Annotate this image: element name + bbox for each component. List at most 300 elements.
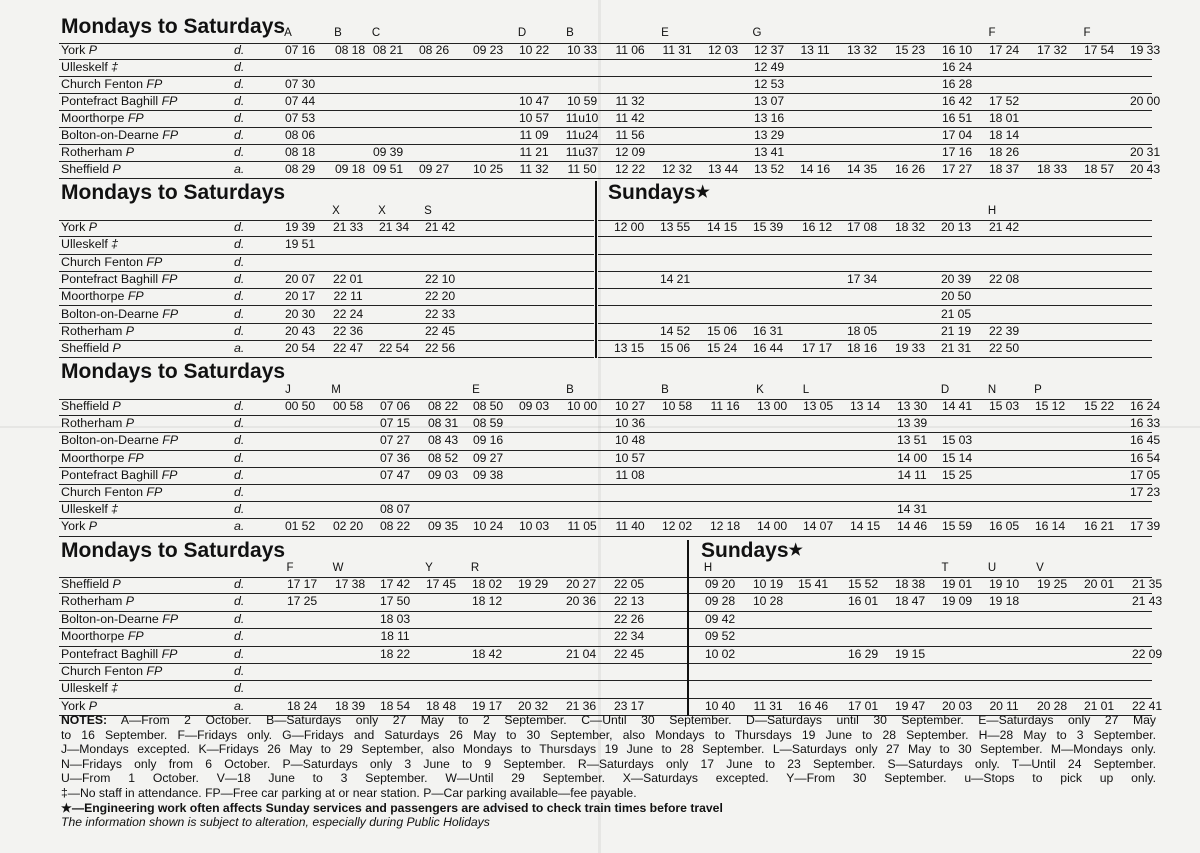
train-time: 14 15 (707, 220, 737, 234)
train-time: 17 24 (989, 43, 1019, 57)
arrive-depart-marker: d. (234, 289, 245, 304)
section-heading-text: Mondays to Saturdays (61, 360, 286, 383)
station-name-text: Pontefract Baghill (61, 94, 159, 108)
train-time: 00 50 (285, 399, 315, 413)
station-row (59, 681, 691, 698)
notes-line-1: NOTES: A—From 2 October. B—Saturdays only 27 May to 2 September. C—Until 30 September. D—Saturdays until 30 September. E—Saturdays only 27 May (61, 713, 1156, 727)
train-time: 18 37 (989, 162, 1019, 176)
train-time: 22 45 (425, 323, 455, 338)
train-time: 13 52 (754, 162, 784, 176)
station-parking-symbol: FP (162, 611, 179, 626)
train-time: 14 11 (897, 467, 927, 482)
train-time: 18 01 (989, 111, 1019, 125)
train-time: 18 47 (895, 594, 925, 609)
train-time: 15 03 (942, 433, 972, 448)
footnote-letter: U (987, 562, 997, 574)
station-row (59, 664, 691, 681)
train-time: 19 17 (472, 698, 502, 713)
footnote-letter: X (378, 205, 386, 217)
train-time: 11 50 (567, 162, 597, 176)
train-time: 17 54 (1084, 43, 1114, 57)
notes-label: NOTES: (61, 713, 108, 727)
train-time: 13 39 (897, 416, 927, 431)
train-time: 19 51 (285, 237, 315, 252)
arrive-depart-marker: d. (234, 664, 245, 678)
train-time: 22 56 (425, 341, 455, 356)
train-time: 16 21 (1084, 519, 1114, 534)
train-time: 11 08 (615, 467, 645, 482)
train-time: 13 11 (800, 43, 830, 57)
train-time: 13 16 (754, 111, 784, 125)
train-time: 16 54 (1130, 450, 1160, 465)
train-time: 13 29 (754, 128, 784, 142)
station-name-text: Rotherham (61, 416, 123, 431)
train-time: 14 41 (942, 399, 972, 413)
train-time: 16 05 (989, 519, 1019, 534)
station-parking-symbol: FP (146, 77, 163, 91)
station-name-text: Ulleskelf (61, 60, 108, 74)
arrive-depart-marker: d. (234, 611, 245, 626)
station-name-text: Moorthorpe (61, 450, 125, 465)
train-time: 20 50 (941, 289, 971, 304)
station-name-text: Sheffield (61, 162, 109, 176)
footnote-letter: P (1034, 384, 1042, 396)
footnote-letter: C (371, 27, 381, 39)
train-time: 21 42 (425, 220, 455, 234)
station-parking-symbol: ‡ (111, 60, 119, 74)
section-heading-text: Mondays to Saturdays (61, 539, 286, 562)
station-row (59, 111, 1152, 128)
station-row (690, 612, 1152, 629)
train-time: 13 15 (614, 341, 644, 356)
train-time: 17 17 (287, 577, 317, 591)
train-time: 07 30 (285, 77, 315, 91)
train-time: 22 47 (333, 341, 363, 356)
station-parking-symbol: FP (127, 629, 144, 644)
station-parking-symbol: P (125, 323, 135, 338)
station-row (690, 577, 1162, 594)
footnote-letter: K (756, 384, 764, 396)
station-name (61, 93, 177, 110)
station-name (61, 593, 134, 610)
train-time: 17 23 (1130, 485, 1160, 499)
train-time: 21 33 (333, 220, 363, 234)
train-time: 17 25 (287, 594, 317, 609)
train-time: 15 14 (942, 450, 972, 465)
train-time: 11 32 (615, 94, 645, 108)
notes-line-2: to 16 September. F—Fridays only. G—Fridays and Saturdays 26 May to 30 September, also Mondays to Thursdays 19 June to 28 September. H—28 May to 3 September. (61, 727, 1156, 742)
station-row (59, 399, 1160, 416)
train-time: 16 28 (942, 77, 972, 91)
train-time: 18 26 (989, 145, 1019, 159)
train-time: 13 00 (757, 399, 787, 413)
footnote-letter: E (472, 384, 480, 396)
train-time: 11 56 (615, 128, 645, 142)
train-time: 15 59 (942, 519, 972, 534)
footnote-letter: A (284, 27, 292, 39)
train-time: 09 39 (373, 145, 403, 159)
train-time: 20 43 (1130, 162, 1160, 176)
station-name-text: Church Fenton (61, 485, 143, 499)
train-time: 19 15 (895, 646, 925, 661)
station-row (59, 162, 1160, 179)
sunday-star-icon: ★ (788, 542, 803, 559)
train-time: 20 17 (285, 289, 315, 304)
station-row (59, 237, 594, 254)
footnote-letter: D (517, 27, 527, 39)
train-time: 16 01 (848, 594, 878, 609)
station-row (59, 416, 1160, 433)
station-name-text: Rotherham (61, 145, 123, 159)
train-time: 10 57 (519, 111, 549, 125)
train-time: 19 25 (1037, 577, 1067, 591)
station-name (61, 398, 121, 415)
train-time: 12 03 (708, 43, 738, 57)
station-name (61, 127, 178, 144)
station-name-text: Church Fenton (61, 664, 143, 678)
notes-line-6: ‡—No staff in attendance. FP—Free car parking at or near station. P—Car parking available—fee payable. (61, 785, 637, 800)
station-row (598, 324, 1152, 341)
train-time: 10 22 (519, 43, 549, 57)
station-row (690, 646, 1162, 664)
arrive-depart-marker: d. (234, 433, 245, 448)
train-time: 16 51 (942, 111, 972, 125)
station-row (59, 450, 1160, 468)
arrive-depart-marker: d. (234, 94, 245, 108)
footnote-letter: L (802, 384, 810, 396)
footnote-letter: G (752, 27, 762, 39)
notes (61, 713, 1156, 830)
arrive-depart-marker: a. (234, 162, 245, 176)
arrive-depart-marker: d. (234, 646, 245, 661)
footnote-letter: M (331, 384, 341, 396)
station-parking-symbol: P (88, 220, 98, 234)
train-time: 16 26 (895, 162, 925, 176)
section-heading (61, 15, 285, 39)
train-time: 13 14 (850, 399, 880, 413)
station-parking-symbol: FP (146, 254, 163, 269)
station-name-text: Church Fenton (61, 254, 143, 269)
station-row (598, 237, 1152, 254)
train-time: 13 51 (897, 433, 927, 448)
station-row (59, 612, 691, 629)
train-time: 09 27 (419, 162, 449, 176)
station-name (61, 161, 121, 178)
train-time: 16 29 (848, 646, 878, 661)
train-time: 12 18 (710, 519, 740, 534)
train-time: 22 09 (1132, 646, 1162, 661)
train-time: 14 46 (897, 519, 927, 534)
footnote-letter: B (566, 27, 574, 39)
train-time: 14 16 (800, 162, 830, 176)
arrive-depart-marker: d. (234, 60, 245, 74)
train-time: 13 05 (803, 399, 833, 413)
station-parking-symbol: P (88, 519, 98, 534)
train-time: 15 52 (848, 577, 878, 591)
train-time: 10 59 (567, 94, 597, 108)
section-heading-text: Sundays (701, 539, 789, 562)
station-name-text: Ulleskelf (61, 681, 108, 696)
station-row (59, 43, 1160, 60)
train-time: 08 22 (380, 519, 410, 534)
train-time: 08 43 (428, 433, 458, 448)
row-rule (59, 178, 1152, 179)
train-time: 15 12 (1035, 399, 1065, 413)
arrive-depart-marker: d. (234, 450, 245, 465)
train-time: 14 07 (803, 519, 833, 534)
arrive-depart-marker: d. (234, 43, 245, 57)
train-time: 17 27 (942, 162, 972, 176)
train-time: 18 33 (1037, 162, 1067, 176)
station-row (59, 519, 1160, 536)
station-row (690, 664, 1152, 681)
train-time: 22 50 (989, 341, 1019, 356)
train-time: 08 50 (473, 399, 503, 413)
train-time: 17 04 (942, 128, 972, 142)
train-time: 17 32 (1037, 43, 1067, 57)
train-time: 09 03 (428, 467, 458, 482)
station-row (59, 433, 1160, 450)
train-time: 16 24 (1130, 399, 1160, 413)
train-time: 19 33 (1130, 43, 1160, 57)
section-heading-text: Mondays to Saturdays (61, 181, 286, 204)
station-parking-symbol: ‡ (111, 237, 119, 252)
footnote-letter: H (703, 562, 713, 574)
train-time: 13 07 (754, 94, 784, 108)
alteration-notice: The information shown is subject to alteration, especially during Public Holidays (61, 815, 490, 830)
footnote-letter: D (940, 384, 950, 396)
train-time: 18 12 (472, 594, 502, 609)
station-parking-symbol: P (112, 577, 121, 591)
train-time: 07 15 (380, 416, 410, 431)
train-time: 15 25 (942, 467, 972, 482)
train-time: 20 32 (518, 698, 548, 713)
train-time: 11 32 (519, 162, 549, 176)
station-parking-symbol: FP (162, 306, 179, 321)
footnote-letter: F (1083, 27, 1091, 39)
train-time: 17 08 (847, 220, 877, 234)
station-row (59, 272, 594, 289)
footnote-letter: R (470, 562, 480, 574)
station-name-text: York (61, 220, 86, 234)
train-time: 11 16 (710, 399, 740, 413)
train-time: 08 21 (373, 43, 403, 57)
train-time: 18 11 (380, 629, 410, 644)
train-time: 18 14 (989, 128, 1019, 142)
train-time: 20 00 (1130, 94, 1160, 108)
section-heading (61, 539, 285, 563)
footnote-letter: B (661, 384, 669, 396)
train-time: 22 26 (614, 611, 644, 626)
train-time: 20 43 (285, 323, 315, 338)
station-parking-symbol: ‡ (111, 681, 119, 696)
station-name (61, 110, 144, 127)
train-time: 15 03 (989, 399, 1019, 413)
train-time: 01 52 (285, 519, 315, 534)
train-time: 19 39 (285, 220, 315, 234)
station-row (59, 145, 1160, 162)
notes-line-3: J—Mondays excepted. K—Fridays 26 May to 29 September, also Mondays to Thursdays 19 June to 28 September. L—Saturdays only 27 May to 30 September. M—Mondays only. (61, 742, 1156, 757)
arrive-depart-marker: d. (234, 145, 245, 159)
train-time: 14 00 (757, 519, 787, 534)
arrive-depart-marker: d. (234, 467, 245, 482)
train-time: 07 36 (380, 450, 410, 465)
station-parking-symbol: ‡ (111, 502, 119, 517)
station-name-text: Moorthorpe (61, 289, 125, 304)
train-time: 16 12 (802, 220, 832, 234)
station-row (59, 289, 594, 306)
train-time: 16 42 (942, 94, 972, 108)
train-time: 15 06 (660, 341, 690, 356)
train-time: 20 11 (989, 698, 1019, 713)
arrive-depart-marker: d. (234, 485, 245, 499)
train-time: 17 01 (848, 698, 878, 713)
train-time: 19 29 (518, 577, 548, 591)
train-time: 18 05 (847, 323, 877, 338)
train-time: 19 01 (942, 577, 972, 591)
arrive-depart-marker: d. (234, 77, 245, 91)
station-row (59, 128, 1152, 145)
train-time: 08 18 (285, 145, 315, 159)
train-time: 02 20 (333, 519, 363, 534)
train-time: 22 33 (425, 306, 455, 321)
train-time: 19 33 (895, 341, 925, 356)
station-row (59, 77, 1152, 94)
train-time: 20 31 (1130, 145, 1160, 159)
arrive-depart-marker: d. (234, 254, 245, 269)
train-time: 16 44 (753, 341, 783, 356)
station-row (598, 272, 1152, 289)
footnote-letter: N (987, 384, 997, 396)
notes-line-5: U—From 1 October. V—18 June to 3 September. W—Until 29 September. X—Saturdays excepted. Y—From 30 September. u—Stops to pick up only. (61, 771, 1156, 786)
train-time: 13 44 (708, 162, 738, 176)
station-parking-symbol: FP (146, 664, 163, 678)
train-time: 09 52 (705, 629, 735, 644)
train-time: 18 38 (895, 577, 925, 591)
train-time: 09 51 (373, 162, 403, 176)
train-time: 13 32 (847, 43, 877, 57)
train-time: 11 31 (662, 43, 692, 57)
train-time: 08 18 (335, 43, 365, 57)
train-time: 20 01 (1084, 577, 1114, 591)
train-time: 21 34 (379, 220, 409, 234)
train-time: 18 57 (1084, 162, 1114, 176)
train-time: 07 47 (380, 467, 410, 482)
train-time: 19 09 (942, 594, 972, 609)
station-parking-symbol: P (125, 594, 135, 609)
train-time: 22 45 (614, 646, 644, 661)
train-time: 20 36 (566, 594, 596, 609)
station-name (61, 42, 97, 59)
train-time: 09 23 (473, 43, 503, 57)
station-name-text: Moorthorpe (61, 111, 125, 125)
train-time: 18 16 (847, 341, 877, 356)
station-name (61, 219, 97, 236)
train-time: 22 54 (379, 341, 409, 356)
train-time: 22 13 (614, 594, 644, 609)
train-time: 21 04 (566, 646, 596, 661)
section-heading-text: Sundays (608, 181, 696, 204)
station-parking-symbol: FP (162, 433, 179, 448)
footnote-letter: E (661, 27, 669, 39)
station-name (61, 576, 121, 593)
station-name (61, 484, 162, 501)
station-name (61, 501, 118, 518)
section-heading (61, 360, 285, 384)
footnote-letter: S (424, 205, 432, 217)
train-time: 16 45 (1130, 433, 1160, 448)
footnote-letter: B (334, 27, 342, 39)
station-name (61, 611, 178, 628)
train-time: 18 32 (895, 220, 925, 234)
section-divider (595, 181, 597, 358)
train-time: 13 55 (660, 220, 690, 234)
row-rule (598, 357, 1152, 358)
train-time: 10 02 (705, 646, 735, 661)
train-time: 20 54 (285, 341, 315, 356)
row-rule (59, 536, 1152, 537)
section-heading (701, 539, 803, 563)
station-parking-symbol: P (125, 416, 135, 431)
station-name-text: Bolton-on-Dearne (61, 306, 159, 321)
train-time: 07 53 (285, 111, 315, 125)
train-time: 17 17 (802, 341, 832, 356)
train-time: 08 26 (419, 43, 449, 57)
train-time: 12 49 (754, 60, 784, 74)
arrive-depart-marker: d. (234, 111, 245, 125)
footnote-letter: H (987, 205, 997, 217)
station-name-text: Pontefract Baghill (61, 467, 159, 482)
train-time: 14 52 (660, 323, 690, 338)
station-row (59, 594, 691, 611)
station-name (61, 306, 178, 323)
station-name (61, 271, 177, 288)
train-time: 16 24 (942, 60, 972, 74)
station-name-text: Ulleskelf (61, 237, 108, 252)
train-time: 16 46 (798, 698, 828, 713)
train-time: 14 35 (847, 162, 877, 176)
station-row (59, 60, 1152, 77)
station-name (61, 467, 177, 484)
station-row (59, 467, 1160, 485)
train-time: 22 01 (333, 271, 363, 286)
train-time: 10 27 (615, 399, 645, 413)
train-time: 09 03 (519, 399, 549, 413)
section-heading (608, 181, 710, 205)
train-time: 22 34 (614, 629, 644, 644)
station-row (59, 94, 1160, 111)
train-time: 10 47 (519, 94, 549, 108)
station-name (61, 628, 144, 645)
train-time: 10 36 (615, 416, 645, 431)
train-time: 20 03 (942, 698, 972, 713)
station-parking-symbol: FP (127, 289, 144, 304)
train-time: 07 16 (285, 43, 315, 57)
train-time: 10 24 (473, 519, 503, 534)
train-time: 18 39 (335, 698, 365, 713)
train-time: 10 58 (662, 399, 692, 413)
train-time: 09 18 (335, 162, 365, 176)
footnote-letter: W (332, 562, 344, 574)
station-row (59, 647, 691, 664)
train-time: 10 33 (567, 43, 597, 57)
station-row (598, 289, 1152, 306)
station-parking-symbol: P (88, 43, 98, 57)
train-time: 10 28 (753, 594, 783, 609)
station-name (61, 59, 118, 76)
station-name-text: York (61, 698, 86, 713)
train-time: 22 11 (333, 289, 363, 304)
